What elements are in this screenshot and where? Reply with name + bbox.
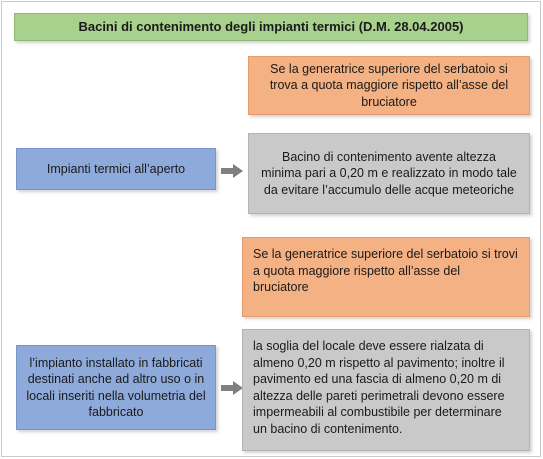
- requirement-box-1: [248, 133, 530, 214]
- diagram-title: Bacini di contenimento degli impianti termici (D.M. 28.04.2005): [14, 13, 528, 41]
- category-box-1: [16, 148, 216, 190]
- condition-box-1: [248, 56, 530, 115]
- condition-text-2: Se la generatrice superiore del serbatoio si trovi a quota maggiore rispetto all’asse del bruciatore: [253, 247, 518, 294]
- condition-text-1: Se la generatrice superiore del serbatoio si trova a quota maggiore rispetto all’asse del bruciatore: [269, 61, 509, 109]
- category-box-2: [16, 345, 216, 430]
- category-text-1: Impianti termici all’aperto: [46, 161, 186, 176]
- requirement-text-2: la soglia del locale deve essere rialzata di almeno 0,20 m rispetto al pavimento; inoltre il pavimento ed una fascia di almeno 0,20 m di altezza delle pareti perimetrali devono essere impermeabili al combustibile per determinare un bacino di contenimento.: [253, 339, 505, 436]
- requirement-text-1: Bacino di contenimento avente altezza minima pari a 0,20 m e realizzato in modo tale da evitare l’accumulo delle acque meteoriche: [261, 149, 517, 197]
- condition-box-2: [242, 237, 530, 317]
- category-text-2: l’impianto installato in fabbricati destinati anche ad altro uso o in locali inseriti nella volumetria del fabbricato: [26, 355, 206, 419]
- requirement-box-2: [242, 329, 530, 451]
- arrow-right-icon-1: [221, 164, 243, 178]
- arrow-right-icon-2: [221, 381, 243, 395]
